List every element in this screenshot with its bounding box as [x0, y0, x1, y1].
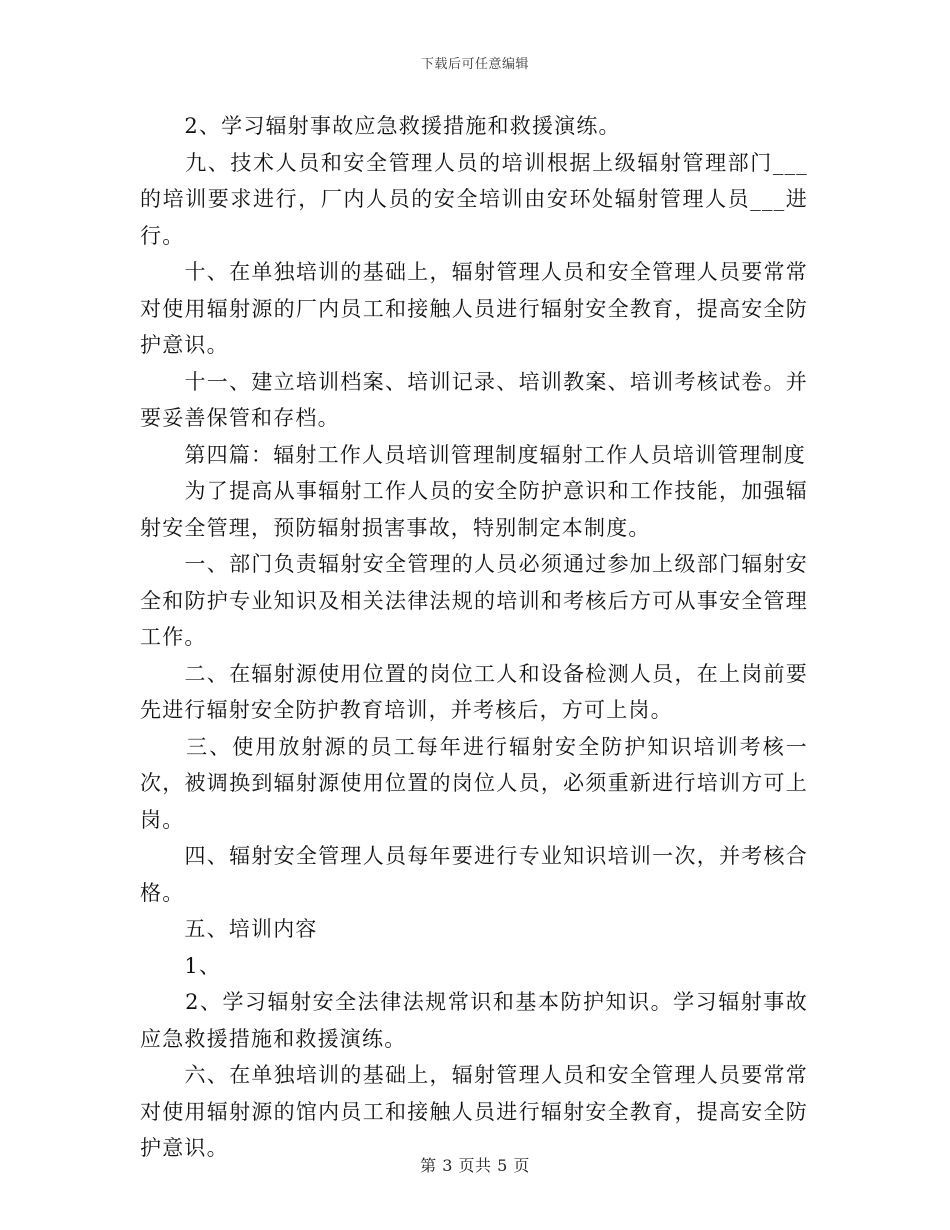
page-footer-number: 第 3 页共 5 页 — [420, 1156, 530, 1175]
paragraph: 十一、建立培训档案、培训记录、培训教案、培训考核试卷。并要妥善保管和存档。 — [140, 369, 808, 430]
paragraph: 一、部门负责辐射安全管理的人员必须通过参加上级部门辐射安全和防护专业知识及相关法律法规的培训和考核后方可从事安全管理工作。 — [140, 552, 808, 649]
paragraph: 二、在辐射源使用位置的岗位工人和设备检测人员，在上岗前要先进行辐射安全防护教育培训，并考核后，方可上岗。 — [140, 661, 808, 722]
paragraph: 六、在单独培训的基础上，辐射管理人员和安全管理人员要常常对使用辐射源的馆内员工和接触人员进行辐射安全教育，提高安全防护意识。 — [140, 1063, 808, 1160]
paragraph: 1、 — [140, 953, 222, 978]
paragraph: 2、学习辐射事故应急救援措施和救援演练。 — [140, 114, 621, 138]
document-body — [140, 108, 808, 1167]
page-header-note: 下载后可任意编辑 — [420, 57, 529, 72]
paragraph: 为了提高从事辐射工作人员的安全防护意识和工作技能，加强辐射安全管理，预防辐射损害事故，特别制定本制度。 — [140, 479, 808, 540]
paragraph: 四、辐射安全管理人员每年要进行专业知识培训一次，并考核合格。 — [140, 844, 808, 905]
paragraph: 五、培训内容 — [140, 917, 318, 941]
paragraph: 2、学习辐射安全法律法规常识和基本防护知识。学习辐射事故应急救援措施和救援演练。 — [140, 990, 808, 1051]
paragraph: 九、技术人员和安全管理人员的培训根据上级辐射管理部门___的培训要求进行，厂内人员的安全培训由安环处辐射管理人员___进行。 — [140, 150, 808, 248]
section-heading: 第四篇：辐射工作人员培训管理制度辐射工作人员培训管理制度 — [140, 442, 806, 467]
paragraph: 三、使用放射源的员工每年进行辐射安全防护知识培训考核一次，被调换到辐射源使用位置的岗位人员，必须重新进行培训方可上岗。 — [140, 734, 808, 832]
paragraph: 十、在单独培训的基础上，辐射管理人员和安全管理人员要常常对使用辐射源的厂内员工和接触人员进行辐射安全教育，提高安全防护意识。 — [140, 260, 808, 357]
